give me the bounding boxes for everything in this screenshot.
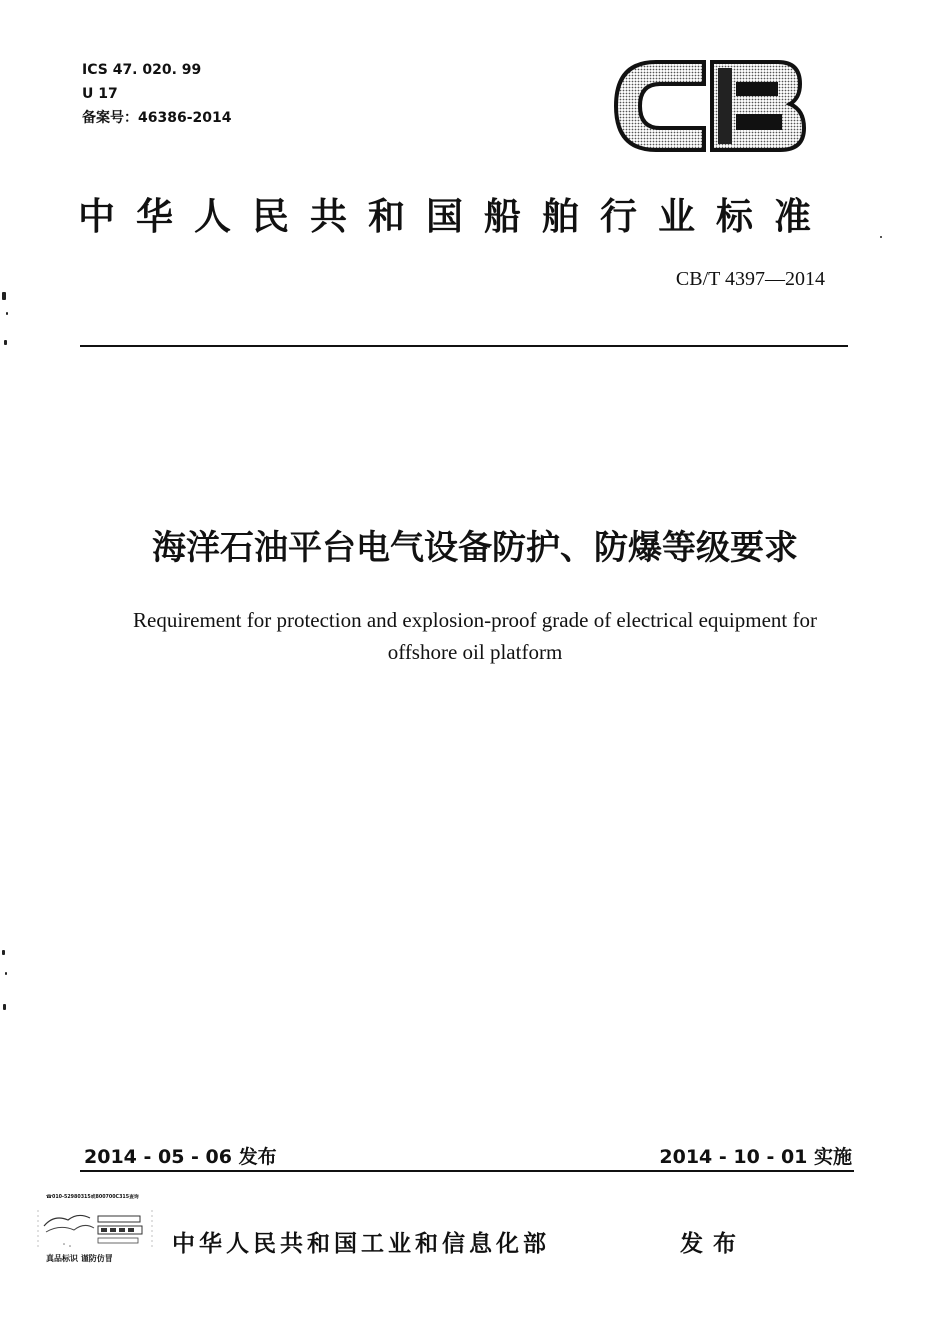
ics-code: ICS 47. 020. 99 xyxy=(82,62,202,78)
anti-counterfeit-stamp xyxy=(34,1194,158,1270)
stamp-graphic-icon xyxy=(34,1204,158,1254)
scan-speck xyxy=(4,340,7,345)
title-english-line-2: offshore oil platform xyxy=(387,640,563,664)
header-metadata xyxy=(82,58,231,130)
issue-action: 发布 xyxy=(680,1231,746,1257)
classification-code: U 17 xyxy=(82,86,118,102)
organization-title: 中华人民共和国船舶行业标准 xyxy=(78,195,832,238)
stamp-phone: ☎010-52980315或800700C315查询 xyxy=(46,1194,139,1200)
issuer-name: 中华人民共和国工业和信息化部 xyxy=(172,1231,550,1257)
scan-speck xyxy=(2,950,5,955)
cb-logo-icon xyxy=(610,56,808,156)
scan-speck xyxy=(2,292,6,300)
standard-code: CB/T 4397—2014 xyxy=(675,268,825,290)
stamp-caption: 真品标识 谨防仿冒 xyxy=(46,1254,113,1263)
top-divider xyxy=(80,345,848,347)
implementation-date: 2014 - 10 - 01 实施 xyxy=(659,1146,852,1168)
scan-speck xyxy=(5,972,7,975)
publish-date: 2014 - 05 - 06 发布 xyxy=(84,1146,277,1168)
scan-speck xyxy=(880,236,882,238)
scan-speck xyxy=(6,312,8,315)
title-chinese: 海洋石油平台电气设备防护、防爆等级要求 xyxy=(152,528,798,568)
title-english-line-1: Requirement for protection and explosion-proof grade of electrical equipment for xyxy=(133,608,817,632)
filing-number: 备案号：46386-2014 xyxy=(82,110,232,126)
title-english xyxy=(60,604,890,668)
cb-logo xyxy=(610,56,808,156)
bottom-divider xyxy=(80,1170,854,1172)
scan-speck xyxy=(3,1004,6,1010)
